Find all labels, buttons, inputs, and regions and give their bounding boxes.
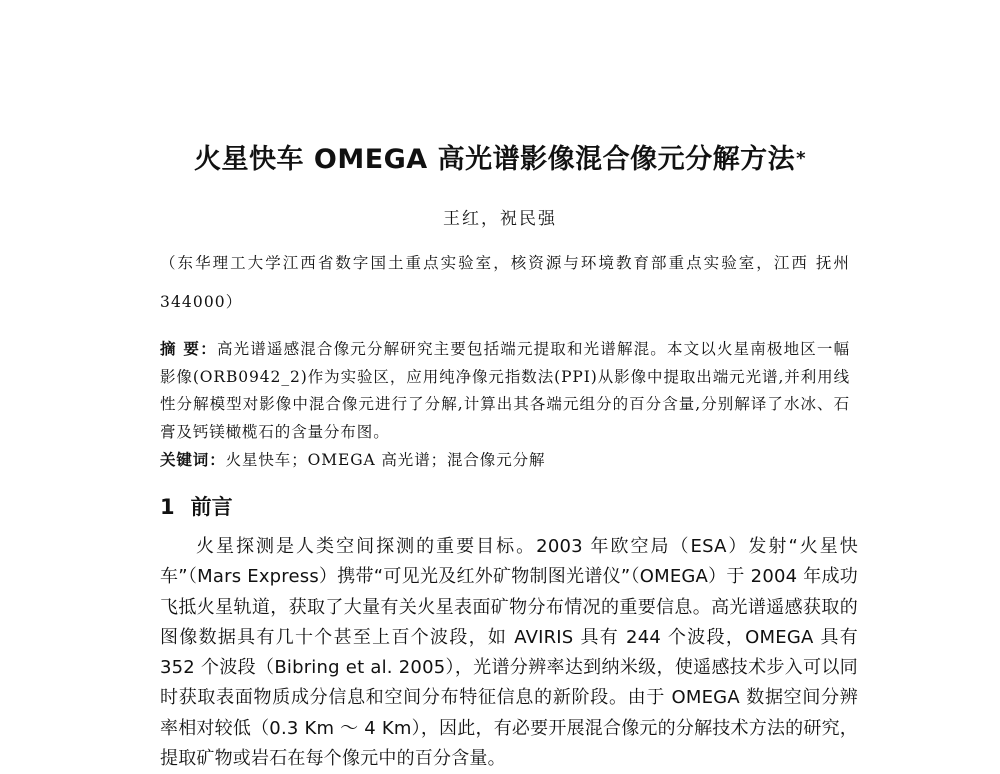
paper-authors: 王红，祝民强 bbox=[443, 209, 557, 229]
abstract-text: 高光谱遥感混合像元分解研究主要包括端元提取和光谱解混。本文以火星南极地区一幅影像(ORB0942_2)作为实验区，应用纯净像元指数法(PPI)从影像中提取出端元光谱,并利用线性分解模型对影像中混合像元进行了分解,计算出其各端元组分的百分含量,分别解译了水冰、石膏及钙镁橄榄石的含量分布图。 bbox=[160, 340, 850, 441]
keywords-text: 火星快车；OMEGA 高光谱；混合像元分解 bbox=[225, 451, 546, 469]
paper-title bbox=[0, 137, 1000, 176]
section-title: 前言 bbox=[190, 495, 233, 519]
abstract-label: 摘 要： bbox=[160, 339, 217, 358]
title-footnote-mark: * bbox=[796, 148, 807, 169]
paper-affiliation: （东华理工大学江西省数字国土重点实验室，核资源与环境教育部重点实验室，江西 抚州 344000） bbox=[160, 254, 850, 311]
keywords-block bbox=[160, 446, 850, 474]
keywords-label: 关键词： bbox=[160, 450, 226, 469]
paper-title-text: 火星快车 OMEGA 高光谱影像混合像元分解方法 bbox=[193, 144, 796, 175]
section-number: 1 bbox=[160, 495, 175, 519]
body-paragraph: 火星探测是人类空间探测的重要目标。2003 年欧空局（ESA）发射“火星快车”（Mars Express）携带“可见光及红外矿物制图光谱仪”（OMEGA）于 2004 年成功飞抵火星轨道，获取了大量有关火星表面矿物分布情况的重要信息。高光谱遥感获取的图像数据具有几十个甚至上百个波段，如 AVIRIS 具有 244 个波段，OMEGA 具有 352 个波段（Bibring et al. 2005），光谱分辨率达到纳米级，使遥感技术步入可以同时获取表面物质成分信息和空间分布特征信息的新阶段。由于 OMEGA 数据空间分辨率相对较低（0.3 Km ～ 4 Km），因此，有必要开展混合像元的分解技术方法的研究，提取矿物或岩石在每个像元中的百分含量。 bbox=[160, 536, 858, 770]
abstract-block bbox=[160, 335, 850, 446]
section-heading bbox=[160, 491, 233, 521]
